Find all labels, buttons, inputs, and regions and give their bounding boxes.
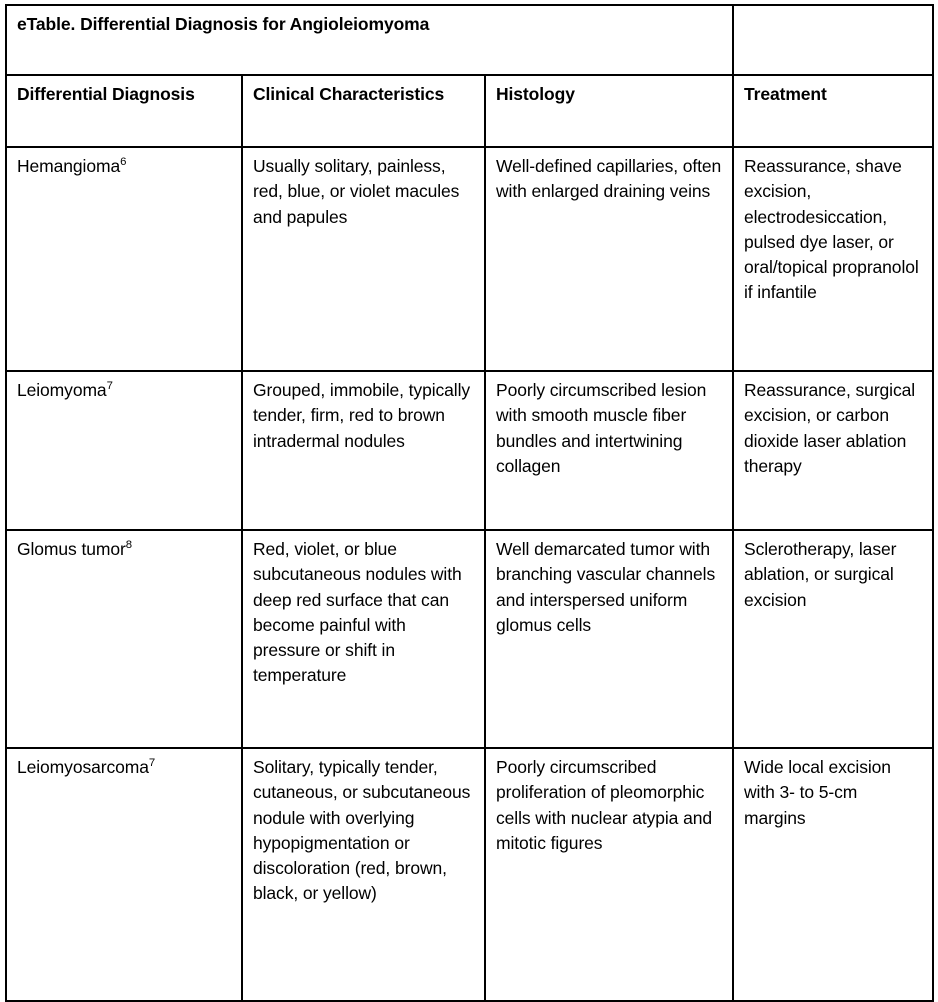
cell-clinical-characteristics: Red, violet, or blue subcutaneous nodules with deep red surface that can become painful with pressure or shift in temperature [242,530,485,748]
diagnosis-reference: 7 [106,380,113,393]
table-row [6,147,933,371]
column-header-clinical-characteristics: Clinical Characteristics [242,75,485,147]
cell-treatment: Sclerotherapy, laser ablation, or surgical excision [733,530,933,748]
diagnosis-name: Leiomyosarcoma [17,757,149,777]
diagnosis-reference: 6 [120,156,127,169]
table-row [6,748,933,1001]
cell-histology: Poorly circumscribed lesion with smooth muscle fiber bundles and intertwining collagen [485,371,733,530]
table-header-row [6,75,933,147]
cell-treatment: Wide local excision with 3- to 5-cm margins [733,748,933,1001]
cell-histology: Poorly circumscribed proliferation of pleomorphic cells with nuclear atypia and mitotic figures [485,748,733,1001]
diagnosis-name: Glomus tumor [17,539,126,559]
diagnosis-name: Hemangioma [17,156,121,176]
table-title: eTable. Differential Diagnosis for Angioleiomyoma [6,5,733,75]
column-header-histology: Histology [485,75,733,147]
table-row [6,530,933,748]
column-header-differential-diagnosis: Differential Diagnosis [6,75,242,147]
diagnosis-reference: 8 [125,539,132,552]
cell-clinical-characteristics: Solitary, typically tender, cutaneous, or subcutaneous nodule with overlying hypopigmentation or discoloration (red, brown, black, or yellow) [242,748,485,1001]
diagnosis-reference: 7 [148,757,156,770]
cell-diagnosis [6,530,242,748]
cell-diagnosis [6,748,242,1001]
cell-clinical-characteristics: Grouped, immobile, typically tender, firm, red to brown intradermal nodules [242,371,485,530]
cell-diagnosis [6,371,242,530]
cell-treatment: Reassurance, surgical excision, or carbon dioxide laser ablation therapy [733,371,933,530]
diagnosis-name: Leiomyoma [17,380,107,400]
column-header-treatment: Treatment [733,75,933,147]
differential-diagnosis-table [5,4,934,1002]
table-row [6,371,933,530]
table-title-empty-cell [733,5,933,75]
cell-diagnosis [6,147,242,371]
cell-treatment: Reassurance, shave excision, electrodesiccation, pulsed dye laser, or oral/topical propranolol if infantile [733,147,933,371]
cell-clinical-characteristics: Usually solitary, painless, red, blue, or violet macules and papules [242,147,485,371]
cell-histology: Well-defined capillaries, often with enlarged draining veins [485,147,733,371]
cell-histology: Well demarcated tumor with branching vascular channels and interspersed uniform glomus cells [485,530,733,748]
table-title-row [6,5,933,75]
